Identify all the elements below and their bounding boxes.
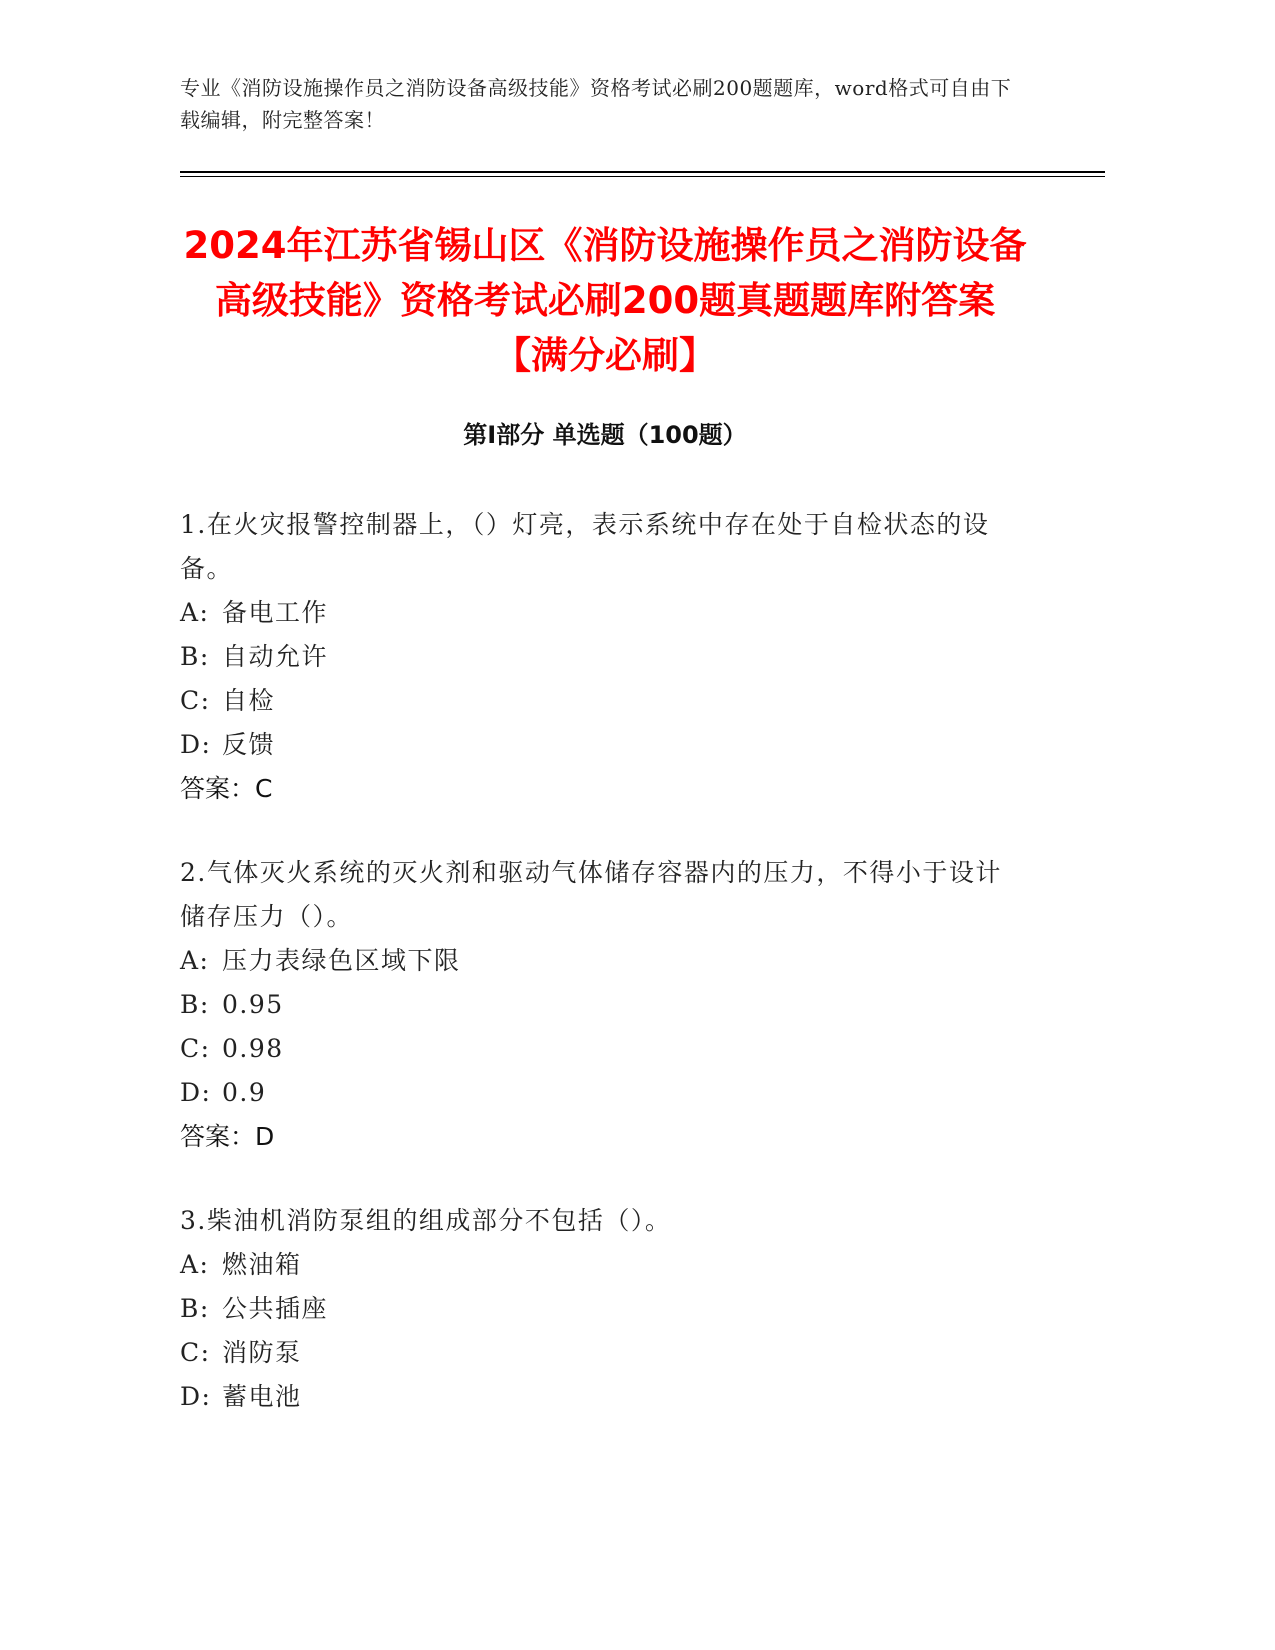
option-b: [180, 635, 1020, 679]
question-stem: 1.在火灾报警控制器上，（）灯亮，表示系统中存在处于自检状态的设备。: [180, 510, 990, 583]
option-label: A:: [180, 1250, 210, 1279]
option-text: 0.95: [222, 990, 284, 1019]
answer: 答案：D: [180, 1122, 275, 1151]
option-label: A:: [180, 598, 210, 627]
option-b: [180, 1287, 1020, 1331]
option-text: 蓄电池: [222, 1382, 302, 1411]
option-text: 消防泵: [222, 1338, 302, 1367]
question-stem: 3.柴油机消防泵组的组成部分不包括（）。: [180, 1206, 672, 1235]
page-header: 专业《消防设施操作员之消防设备高级技能》资格考试必刷200题题库，word格式可自由下载编辑，附完整答案！: [180, 76, 1012, 132]
option-d: [180, 723, 1020, 767]
option-label: B:: [180, 990, 210, 1019]
option-text: 燃油箱: [222, 1250, 302, 1279]
option-text: 备电工作: [222, 598, 329, 627]
header-rule-thin: [180, 176, 1105, 177]
option-text: 自动允许: [222, 642, 329, 671]
option-label: B:: [180, 1294, 210, 1323]
option-c: [180, 1027, 1020, 1071]
option-text: 反馈: [222, 730, 276, 759]
option-text: 公共插座: [222, 1294, 329, 1323]
option-text: 0.98: [222, 1034, 284, 1063]
option-d: [180, 1071, 1020, 1115]
answer: 答案：C: [180, 774, 273, 803]
question-stem: 2.气体灭火系统的灭火剂和驱动气体储存容器内的压力，不得小于设计储存压力（）。: [180, 858, 1002, 931]
question-2: [180, 851, 1020, 1159]
option-label: D:: [180, 730, 212, 759]
question-3: [180, 1199, 1020, 1419]
option-label: A:: [180, 946, 210, 975]
option-c: [180, 679, 1020, 723]
option-label: C:: [180, 1034, 211, 1063]
option-label: B:: [180, 642, 210, 671]
document-title: 2024年江苏省锡山区《消防设施操作员之消防设备高级技能》资格考试必刷200题真题题库附答案【满分必刷】: [183, 224, 1027, 377]
option-d: [180, 1375, 1020, 1419]
option-label: D:: [180, 1382, 212, 1411]
option-text: 0.9: [222, 1078, 267, 1107]
option-a: [180, 591, 1020, 635]
option-label: D:: [180, 1078, 212, 1107]
option-a: [180, 1243, 1020, 1287]
option-a: [180, 939, 1020, 983]
option-b: [180, 983, 1020, 1027]
option-text: 自检: [222, 686, 276, 715]
question-1: [180, 503, 1020, 811]
option-label: C:: [180, 686, 211, 715]
header-rule-thick: [180, 171, 1105, 173]
option-c: [180, 1331, 1020, 1375]
option-label: C:: [180, 1338, 211, 1367]
section-title: 第Ⅰ部分 单选题（100题）: [463, 421, 747, 449]
option-text: 压力表绿色区域下限: [222, 946, 461, 975]
